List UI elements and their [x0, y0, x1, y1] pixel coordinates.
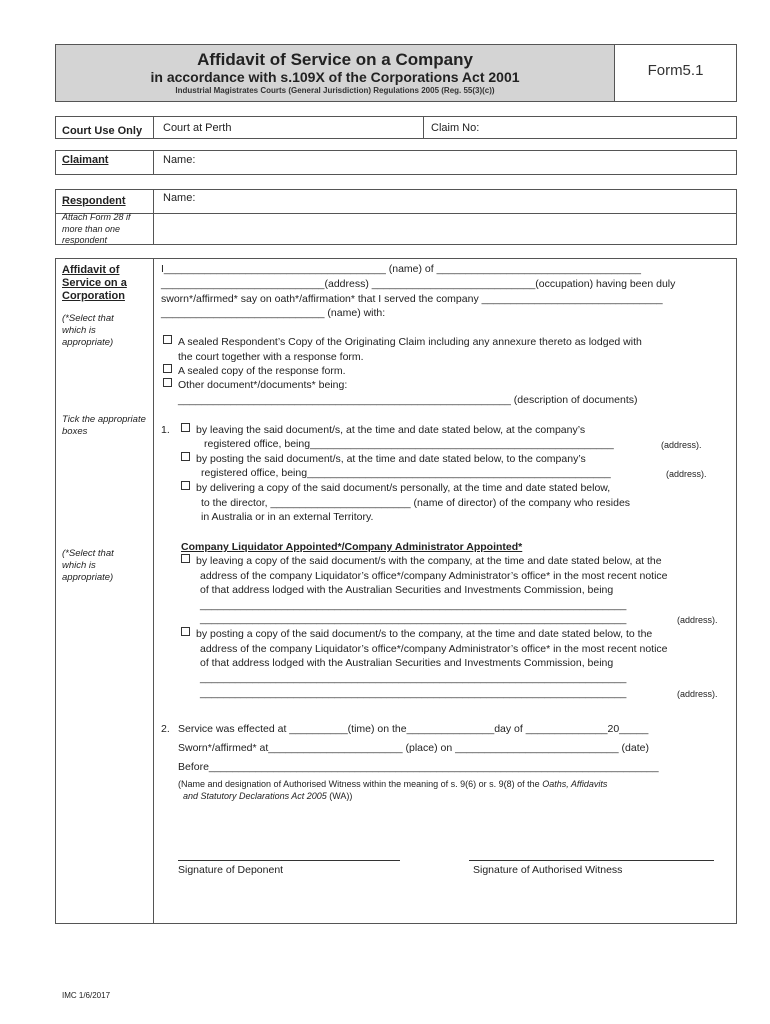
respondent-name-field[interactable]: Name:	[163, 192, 196, 204]
address-tag: (address).	[677, 615, 718, 625]
tick-note: Tick the appropriate boxes	[62, 414, 146, 437]
form-subtitle: in accordance with s.109X of the Corporations Act 2001	[150, 69, 520, 85]
checkbox-icon[interactable]	[163, 378, 172, 387]
intro-line-4[interactable]: ____________________________ (name) with:	[161, 307, 386, 319]
doc-option-response-form[interactable]	[163, 364, 346, 379]
form-title: Affidavit of Service on a Company	[197, 50, 473, 69]
doc-option-originating-claim[interactable]	[163, 335, 642, 350]
option-label: by posting a copy of the said document/s to the company, at the time and date stated below, to the	[196, 628, 653, 640]
deponent-signature-label: Signature of Deponent	[178, 864, 284, 876]
checkbox-icon[interactable]	[181, 627, 190, 636]
claimant-name-field[interactable]: Name:	[163, 154, 196, 166]
option-post-liquidator[interactable]	[181, 627, 652, 642]
liquidator-address-line-4[interactable]: _________________________________________________________________________	[200, 687, 627, 699]
doc-option-label: A sealed copy of the response form.	[178, 365, 346, 377]
item-2-number: 2.	[161, 723, 170, 735]
affidavit-label-2: Service on a	[62, 277, 127, 289]
doc-option-label: Other document*/documents* being:	[178, 379, 348, 391]
director-line-end: in Australia or in an external Territory.	[201, 511, 374, 523]
respondent-row	[55, 189, 737, 245]
regulation-reference: Industrial Magistrates Courts (General Jurisdiction) Regulations 2005 (Reg. 55(3)(c))	[175, 86, 495, 95]
liquidator-heading: Company Liquidator Appointed*/Company Administrator Appointed*	[181, 541, 523, 553]
address-tag: (address).	[666, 469, 707, 479]
liquidator-address-line-3[interactable]: _________________________________________________________________________	[200, 672, 627, 684]
address-tag: (address).	[677, 689, 718, 699]
checkbox-icon[interactable]	[181, 481, 190, 490]
option-post-registered-office[interactable]	[181, 452, 586, 467]
respondent-note: Attach Form 28 if more than one respondent	[62, 212, 131, 245]
doc-option-other[interactable]	[163, 378, 347, 393]
select-note-1: (*Select that which is appropriate)	[62, 313, 114, 348]
claim-number-field[interactable]: Claim No:	[431, 122, 480, 134]
witness-note	[178, 779, 718, 802]
doc-option-label: A sealed Respondent’s Copy of the Originating Claim including any annexure thereto as lodged with	[178, 336, 642, 348]
liquidator-text-3: address of the company Liquidator’s office*/company Administrator’s office* in the most recent notice	[200, 643, 668, 655]
select-note-2: (*Select that which is appropriate)	[62, 548, 114, 583]
claimant-row	[55, 150, 737, 175]
checkbox-icon[interactable]	[163, 364, 172, 373]
option-label: by leaving a copy of the said document/s with the company, at the time and date stated below, at the	[196, 555, 662, 567]
witness-signature-line[interactable]	[469, 860, 714, 861]
form-number: Form5.1	[647, 62, 704, 79]
address-tag: (address).	[661, 440, 702, 450]
registered-office-line-1[interactable]: registered office, being____________________________________________________	[204, 438, 614, 450]
deponent-signature-line[interactable]	[178, 860, 400, 861]
director-line[interactable]: to the director, ________________________ (name of director) of the company who resides	[201, 497, 631, 509]
liquidator-text-2: of that address lodged with the Australian Securities and Investments Commission, being	[200, 584, 614, 596]
liquidator-text-4: of that address lodged with the Australian Securities and Investments Commission, being	[200, 657, 614, 669]
affidavit-label-3: Corporation	[62, 290, 125, 302]
intro-line-1[interactable]: I______________________________________ (name) of ___________________________________	[161, 263, 641, 275]
witness-signature-label: Signature of Authorised Witness	[473, 864, 623, 876]
respondent-label: Respondent	[62, 195, 126, 207]
checkbox-icon[interactable]	[181, 423, 190, 432]
court-name: Court at Perth	[163, 122, 232, 134]
option-label: by delivering a copy of the said document/s personally, at the time and date stated below,	[196, 482, 611, 494]
intro-line-2[interactable]: ____________________________(address) ____________________________(occupation) having been duly	[161, 278, 676, 290]
witness-note-act: Oaths, Affidavits	[542, 779, 608, 789]
checkbox-icon[interactable]	[181, 554, 190, 563]
option-leave-registered-office[interactable]	[181, 423, 585, 438]
registered-office-line-2[interactable]: registered office, being____________________________________________________	[201, 467, 611, 479]
option-label: by posting the said document/s, at the time and date stated below, to the company’s	[196, 453, 586, 465]
intro-line-3[interactable]: sworn*/affirmed* say on oath*/affirmation* that I served the company _______________________________	[161, 293, 663, 305]
witness-note-text: (Name and designation of Authorised Witness within the meaning of s. 9(6) or s. 9(8) of the	[178, 779, 543, 789]
option-deliver-director[interactable]	[181, 481, 610, 496]
doc-option-continuation: the court together with a response form.	[178, 351, 364, 363]
option-leave-liquidator[interactable]	[181, 554, 662, 569]
witness-note-end: (WA))	[326, 790, 353, 801]
claimant-label: Claimant	[62, 154, 109, 166]
service-time-date-line[interactable]: Service was effected at __________(time) on the_______________day of ______________20_____	[178, 723, 649, 735]
before-witness-line[interactable]: Before_____________________________________________________________________________	[178, 761, 659, 773]
witness-note-act-cont: and Statutory Declarations Act 2005	[183, 790, 327, 801]
checkbox-icon[interactable]	[181, 452, 190, 461]
other-documents-line[interactable]: _________________________________________________________ (description of documents)	[178, 394, 638, 406]
affidavit-label-1: Affidavit of	[62, 264, 120, 276]
court-use-row	[55, 116, 737, 139]
liquidator-address-line-2[interactable]: _________________________________________________________________________	[200, 613, 627, 625]
item-1-number: 1.	[161, 424, 170, 436]
court-use-label: Court Use Only	[62, 125, 143, 137]
liquidator-address-line-1[interactable]: _________________________________________________________________________	[200, 599, 627, 611]
form-version: IMC 1/6/2017	[62, 991, 111, 1000]
liquidator-text-1: address of the company Liquidator’s office*/company Administrator’s office* in the most recent notice	[200, 570, 668, 582]
sworn-place-date-line[interactable]: Sworn*/affirmed* at_______________________ (place) on ____________________________ (date)	[178, 742, 649, 754]
checkbox-icon[interactable]	[163, 335, 172, 344]
option-label: by leaving the said document/s, at the time and date stated below, at the company’s	[196, 424, 586, 436]
